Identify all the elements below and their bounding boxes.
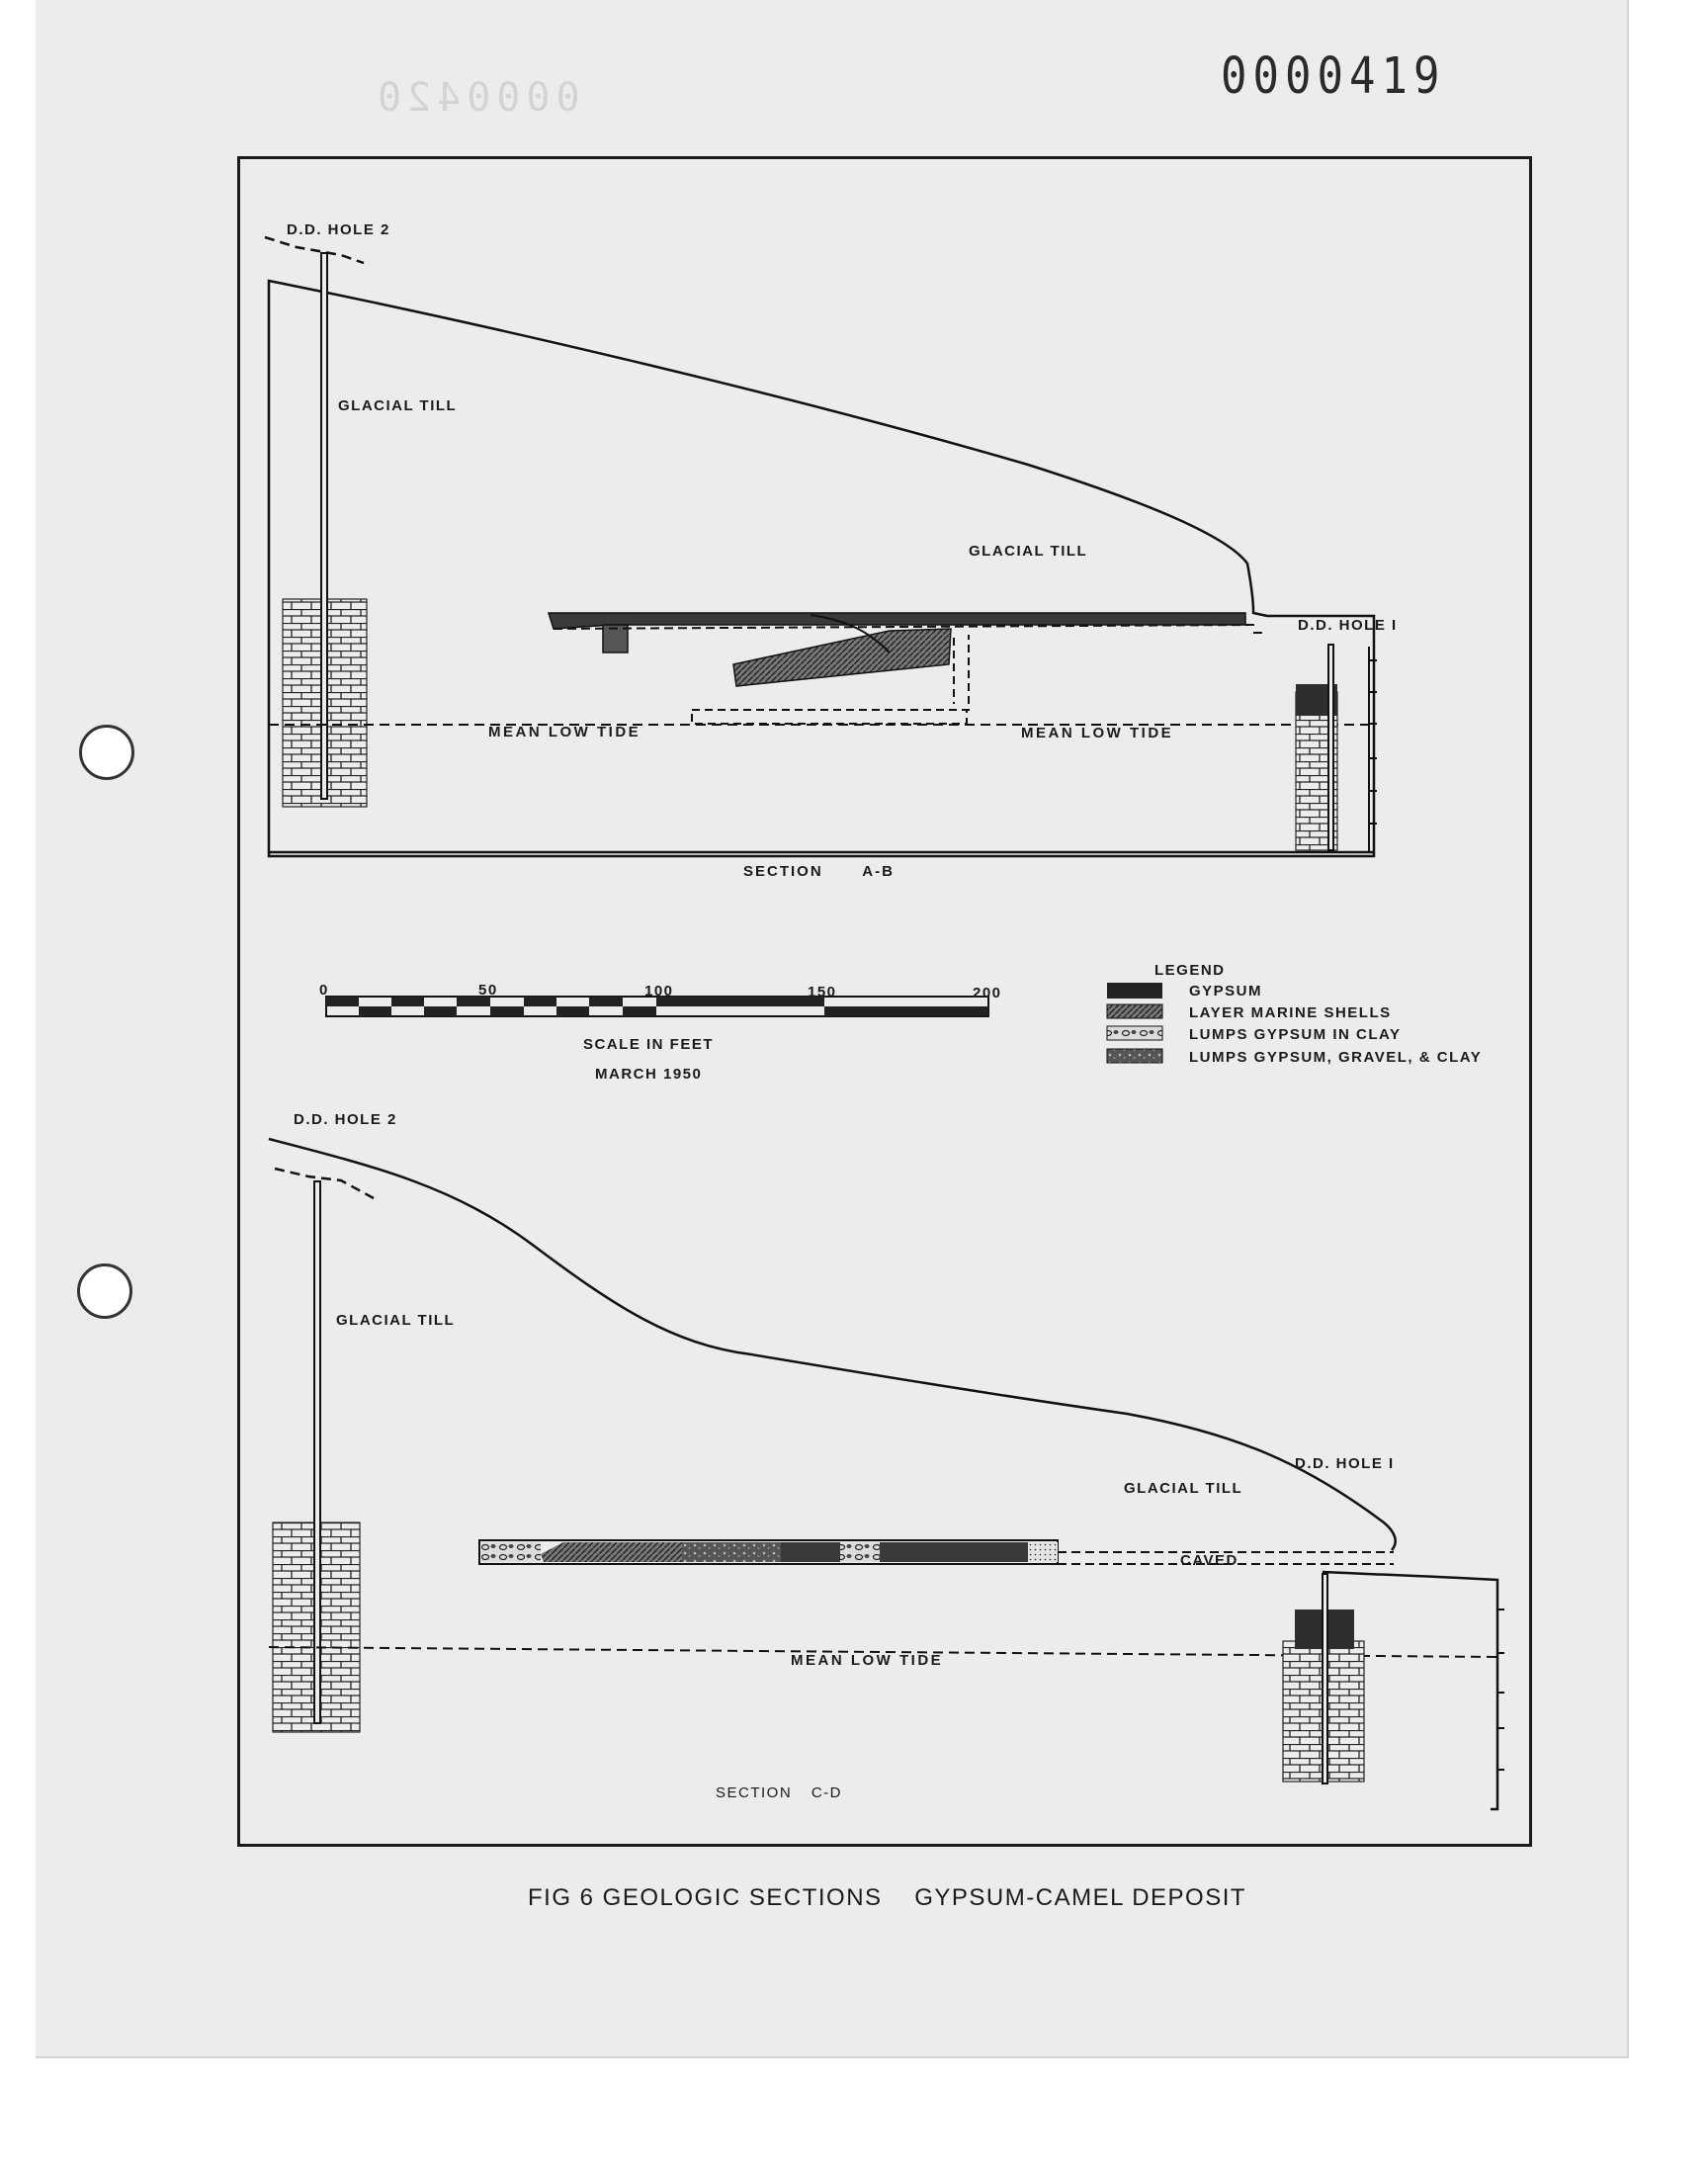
section-cd-top-dashed [275,1169,374,1198]
hole-2-drill-stem-cd [314,1181,320,1723]
scale-tick-0: 0 [319,982,329,999]
cd-gypsum-band-2 [781,1542,840,1562]
legend-item-marine-shells: LAYER MARINE SHELLS [1189,1004,1392,1021]
cd-gypsum-band-1 [541,1542,682,1562]
scale-bar-fill-150-200 [824,1006,988,1016]
section-cd-caved-label: CAVED [1180,1552,1238,1569]
section-ab-top-dashed [265,237,364,263]
cd-gypsum-band-3 [880,1542,1028,1562]
section-ab-tide-left-label: MEAN LOW TIDE [488,724,641,740]
legend-swatch-marine-shells [1107,1004,1162,1018]
document-number: 0000419 [1221,47,1446,106]
document-number-bleedthrough: 0000420 [372,75,580,121]
legend-item-gypsum: GYPSUM [1189,983,1263,1000]
scale-bar [326,997,988,1016]
section-ab-till-upper-label: GLACIAL TILL [338,397,458,414]
section-cd-tide-label: MEAN LOW TIDE [791,1652,944,1669]
scale-date: MARCH 1950 [595,1066,703,1083]
legend-title: LEGEND [1154,962,1226,979]
scale-label: SCALE IN FEET [583,1036,715,1053]
hole-1-drill-stem-cd [1323,1574,1327,1784]
legend-swatch-lumps-gypsum-clay [1107,1026,1162,1040]
section-cd-hole-1-label: D.D. HOLE I [1295,1455,1395,1472]
section-cd-title: SECTION C-D [716,1784,842,1801]
scale-tick-200: 200 [973,985,1002,1001]
section-ab-outline [269,281,1374,856]
section-ab-title: SECTION A-B [743,863,895,880]
scale-bar-fill-100-150 [656,997,824,1006]
marine-shells-wedge [733,629,951,686]
hole-1-drill-stem [1328,645,1333,850]
legend-swatch-lumps-gypsum-gravel-clay [1107,1049,1162,1063]
scale-tick-50: 50 [478,982,498,999]
figure-caption: FIG 6 GEOLOGIC SECTIONS GYPSUM-CAMEL DEPOSIT [528,1884,1247,1911]
scale-tick-100: 100 [644,983,674,1000]
section-cd-till-upper-label: GLACIAL TILL [336,1312,456,1329]
section-cd [269,1139,1504,1809]
cd-mixed-band-1 [682,1542,781,1562]
section-cd-hole-2-label: D.D. HOLE 2 [294,1111,397,1128]
cd-dotted-end [1028,1542,1058,1562]
cd-lumps-clay-left [481,1542,541,1562]
legend-item-lumps-gypsum-clay: LUMPS GYPSUM IN CLAY [1189,1026,1402,1043]
section-cd-till-lower-label: GLACIAL TILL [1124,1480,1243,1497]
hole-2-drill-stem [321,253,327,799]
legend-swatches [1107,983,1162,1063]
legend-swatch-gypsum [1107,983,1162,999]
section-ab-hole-1-label: D.D. HOLE I [1298,617,1398,634]
scale-tick-150: 150 [808,984,837,1000]
legend-item-lumps-gypsum-gravel-clay: LUMPS GYPSUM, GRAVEL, & CLAY [1189,1049,1483,1066]
section-ab-till-lower-label: GLACIAL TILL [969,543,1088,560]
section-ab [265,237,1377,856]
section-ab-hole-2-label: D.D. HOLE 2 [287,221,390,238]
cd-lumps-clay-center [840,1542,880,1562]
section-ab-lower-block [692,710,967,724]
section-ab-tide-right-label: MEAN LOW TIDE [1021,725,1174,741]
